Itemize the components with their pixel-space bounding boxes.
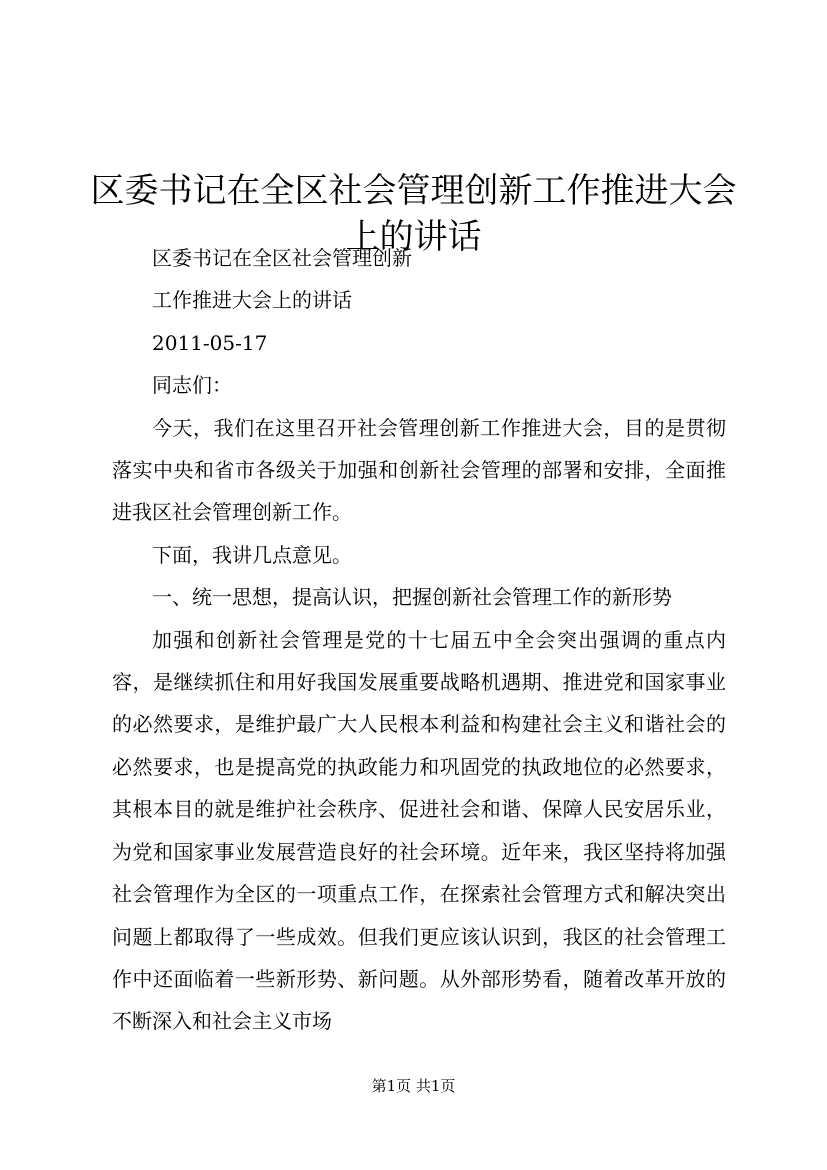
subtitle-line-2: 工作推进大会上的讲话 (152, 288, 352, 313)
document-body (112, 237, 726, 1043)
paragraph-transition: 下面，我讲几点意见。 (152, 542, 352, 567)
paragraph-intro: 今天，我们在这里召开社会管理创新工作推进大会，目的是贯彻落实中央和省市各级关于加强和创新社会管理的部署和安排，全面推进我区社会管理创新工作。 (112, 415, 726, 525)
date-line: 2011-05-17 (152, 330, 268, 355)
subtitle-line-1: 区委书记在全区社会管理创新 (152, 246, 412, 270)
page-footer: 第1页 共1页 (371, 1077, 456, 1095)
section-heading-1: 一、统一思想，提高认识，把握创新社会管理工作的新形势 (152, 585, 672, 610)
paragraph-main: 加强和创新社会管理是党的十七届五中全会突出强调的重点内容，是继续抓住和用好我国发展重要战略机遇期、推进党和国家事业的必然要求，是维护最广大人民根本利益和构建社会主义和谐社会的必然要求，也是提高党的执政能力和巩固党的执政地位的必然要求，其根本目的就是维护社会秩序、促进社会和谐、保障人民安居乐业，为党和国家事业发展营造良好的社会环境。近年来，我区坚持将加强社会管理作为全区的一项重点工作，在探索社会管理方式和解决突出问题上都取得了一些成效。但我们更应该认识到，我区的社会管理工作中还面临着一些新形势、新问题。从外部形势看，随着改革开放的不断深入和社会主义市场 (112, 627, 726, 1034)
salutation: 同志们： (152, 373, 232, 398)
document-title: 区委书记在全区社会管理创新工作推进大会上的讲话 (90, 170, 737, 257)
